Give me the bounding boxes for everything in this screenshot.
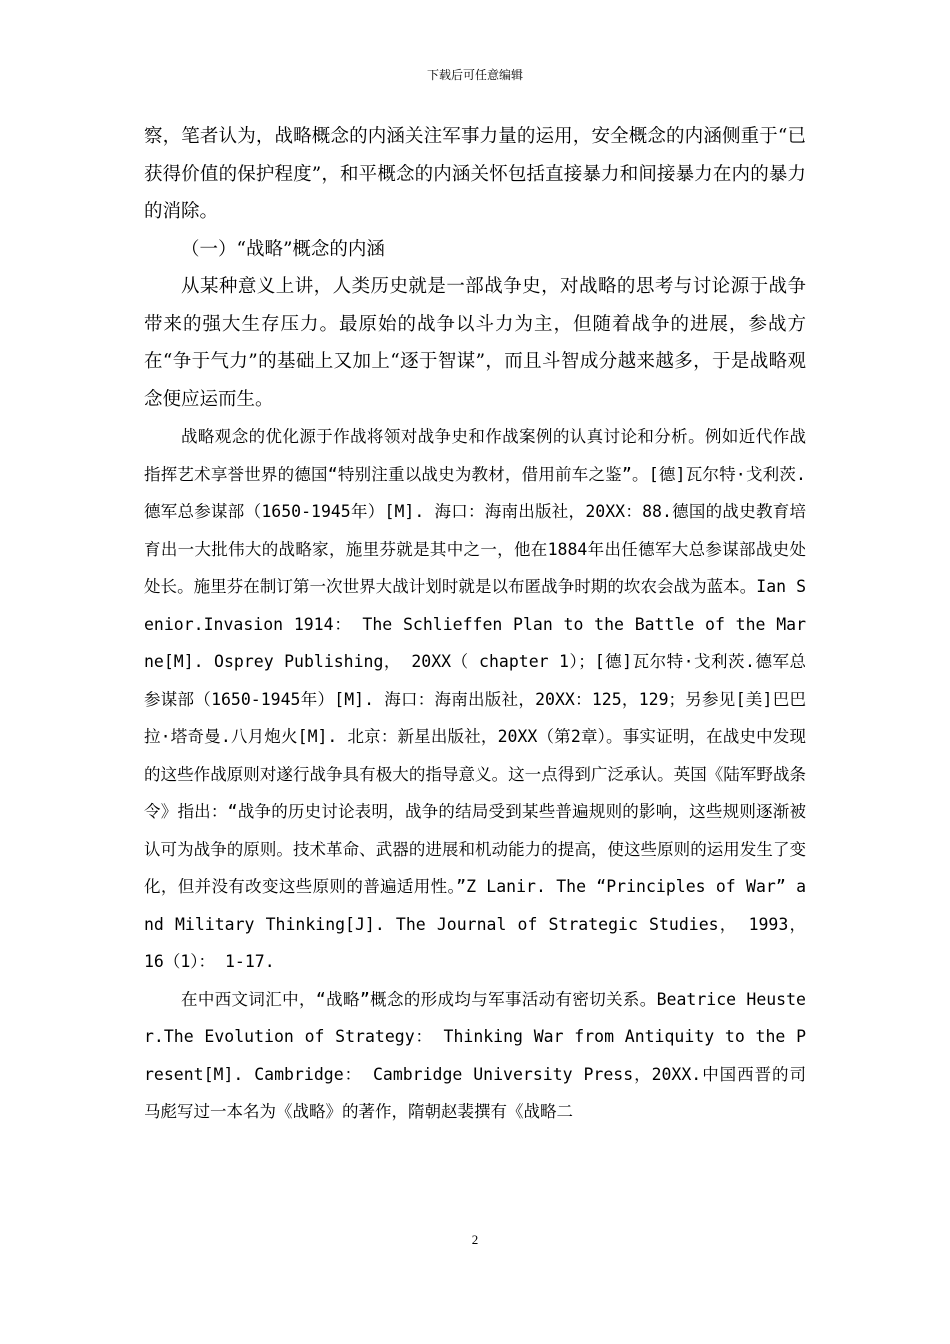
paragraph-strategy-optimization: 战略观念的优化源于作战将领对战争史和作战案例的认真讨论和分析。例如近代作战指挥艺术享誉世界的德国“特别注重以战史为教材，借用前车之鉴”。[德]瓦尔特·戈利茨.德军总参谋部（1650-1945年）[M]. 海口：海南出版社，20XX：88.德国的战史教育培育出一大批伟大的战略家，施里芬就是其中之一，他在1884年出任德军大总参谋部战史处处长。施里芬在制订第一次世界大战计划时就是以布匿战争时期的坎农会战为蓝本。Ian Senior.Invasion 1914： The Schlieffen Plan to the Battle of the Marne[M]. Osprey Publishing， 20XX（ chapter 1）；[德]瓦尔特·戈利茨.德军总参谋部（1650-1945年）[M]. 海口：海南出版社，20XX：125，129；另参见[美]巴巴拉·塔奇曼.八月炮火[M]. 北京：新星出版社，20XX（第2章）。事实证明，在战史中发现的这些作战原则对遂行战争具有极大的指导意义。这一点得到广泛承认。英国《陆军野战条令》指出：“战争的历史讨论表明，战争的结局受到某些普遍规则的影响，这些规则逐渐被认可为战争的原则。技术革命、武器的进展和机动能力的提高，使这些原则的运用发生了变化，但并没有改变这些原则的普遍适用性。”Z Lanir. The “Principles of War” and Military Thinking[J]. The Journal of Strategic Studies， 1993， 16（1）： 1-17. bbox=[144, 427, 806, 971]
section-heading: （一）“战略”概念的内涵 bbox=[181, 238, 385, 260]
paragraph-intro-continuation: 察，笔者认为，战略概念的内涵关注军事力量的运用，安全概念的内涵侧重于“已获得价值的保护程度”，和平概念的内涵关怀包括直接暴力和间接暴力在内的暴力的消除。 bbox=[144, 126, 806, 222]
paragraph-history: 从某种意义上讲，人类历史就是一部战争史，对战略的思考与讨论源于战争带来的强大生存压力。最原始的战争以斗力为主，但随着战争的进展，参战方在“争于气力”的基础上又加上“逐于智谋”，而且斗智成分越来越多，于是战略观念便应运而生。 bbox=[144, 276, 806, 410]
document-body bbox=[144, 118, 806, 1131]
paragraph-terminology: 在中西文词汇中，“战略”概念的形成均与军事活动有密切关系。Beatrice Heuster.The Evolution of Strategy： Thinking War from Antiquity to the Present[M]. Cambridge： Cambridge University Press，20XX.中国西晋的司马彪写过一本名为《战略》的著作，隋朝赵裴撰有《战略二 bbox=[144, 989, 806, 1121]
page-header: 下载后可任意编辑 bbox=[426, 68, 523, 82]
page-number: 2 bbox=[471, 1232, 479, 1247]
